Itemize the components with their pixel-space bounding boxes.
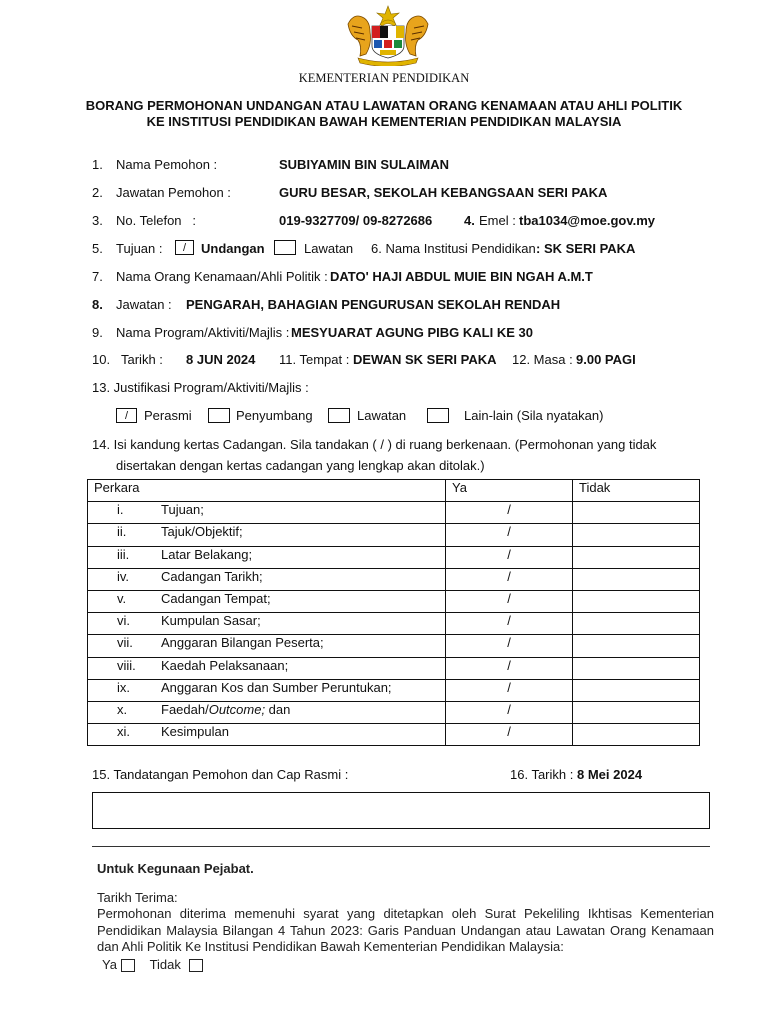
vip-position-value: PENGARAH, BAHAGIAN PENGURUSAN SEKOLAH RENDAH [186,297,561,312]
table-header-row [88,480,700,502]
justification-label: 13. Justifikasi Program/Aktiviti/Majlis : [92,380,309,395]
institution-value: : SK SERI PAKA [536,241,636,256]
row-ya-cell[interactable]: / [446,502,573,524]
crest-star-icon [377,6,399,26]
row-number: vi. [88,613,156,635]
table-row [88,568,700,590]
office-approval-text: Permohonan diterima memenuhi syarat yang ditetapkan oleh Surat Pekeliling Ikhtisas Kementerian Pendidikan Malaysia Bilangan 4 Tahun 2023: Garis Panduan Undangan atau Lawatan Orang Kenamaan dan Ahli Politik Ke Institusi Pendidikan Bawah Kementerian Pendidikan Malaysia: [97,906,714,954]
applicant-name-label: Nama Pemohon : [116,157,218,172]
signature-label: 15. Tandatangan Pemohon dan Cap Rasmi : [92,767,349,782]
applicant-position-value: GURU BESAR, SEKOLAH KEBANGSAAN SERI PAKA [279,185,608,200]
telephone-label: No. Telefon : [116,213,196,228]
left-tiger-icon [348,16,371,56]
application-date-label: 16. Tarikh : [510,767,574,782]
row-tidak-cell[interactable] [573,724,700,746]
row-tidak-cell[interactable] [573,635,700,657]
row-number: v. [88,590,156,612]
purpose-label: Tujuan : [116,241,163,256]
approval-no-checkbox[interactable] [189,959,203,972]
venue-value: DEWAN SK SERI PAKA [353,352,497,367]
justification-lain-lain-checkbox[interactable] [427,408,449,423]
row-ya-cell[interactable]: / [446,701,573,723]
office-use-title: Untuk Kegunaan Pejabat. [97,861,254,876]
date-label: Tarikh : [121,352,163,367]
field-7-number: 7. [92,269,103,284]
justification-perasmi-label: Perasmi [144,408,192,423]
header-ya: Ya [446,480,573,502]
motto-ribbon-icon [358,58,418,66]
row-tidak-cell[interactable] [573,546,700,568]
approval-yes-label: Ya [102,957,117,972]
table-row [88,546,700,568]
vip-position-label: Jawatan : [116,297,172,312]
telephone-value: 019-9327709/ 09-8272686 [279,213,433,228]
field-2-number: 2. [92,185,103,200]
program-name-value: MESYUARAT AGUNG PIBG KALI KE 30 [291,325,533,340]
table-row [88,635,700,657]
coat-of-arms-logo [340,4,436,66]
purpose-undangan-checkbox[interactable]: / [175,240,194,255]
purpose-lawatan-checkbox[interactable] [274,240,296,255]
approval-no-label: Tidak [149,957,181,972]
row-number: iv. [88,568,156,590]
row-ya-cell[interactable]: / [446,524,573,546]
vip-name-value: DATO' HAJI ABDUL MUIE BIN NGAH A.M.T [330,269,593,284]
contents-instruction-line2: disertakan dengan kertas cadangan yang lengkap akan ditolak.) [116,458,485,473]
row-item-italic-part: Outcome; [208,701,266,717]
form-title-line2: KE INSTITUSI PENDIDIKAN BAWAH KEMENTERIAN PENDIDIKAN MALAYSIA [146,114,622,129]
field-5-number: 5. [92,241,103,256]
row-number: viii. [88,657,156,679]
row-number: vii. [88,635,156,657]
row-tidak-cell[interactable] [573,679,700,701]
row-ya-cell[interactable]: / [446,568,573,590]
row-item: Tujuan; [155,502,446,524]
field-9-number: 9. [92,325,103,340]
row-number: xi. [88,724,156,746]
table-row [88,657,700,679]
table-row [88,590,700,612]
application-date-value: 8 Mei 2024 [577,767,643,782]
row-tidak-cell[interactable] [573,502,700,524]
field-10-number: 10. [92,352,111,367]
row-item-part: Faedah/ [161,701,209,717]
row-ya-cell[interactable]: / [446,635,573,657]
shield-icon [372,26,404,58]
row-tidak-cell[interactable] [573,701,700,723]
row-tidak-cell[interactable] [573,657,700,679]
program-name-label: Nama Program/Aktiviti/Majlis : [116,325,290,340]
row-ya-cell[interactable]: / [446,590,573,612]
form-title-line1: BORANG PERMOHONAN UNDANGAN ATAU LAWATAN ORANG KENAMAAN ATAU AHLI POLITIK [85,98,683,113]
row-item: Latar Belakang; [155,546,446,568]
row-ya-cell[interactable]: / [446,724,573,746]
divider-line [92,846,710,847]
field-8-number: 8. [92,297,103,312]
table-row [88,613,700,635]
approval-yes-option [102,957,203,972]
row-ya-cell[interactable]: / [446,613,573,635]
table-row [88,701,700,723]
justification-penyumbang-label: Penyumbang [236,408,313,423]
email-label: Emel : [479,213,516,228]
vip-name-label: Nama Orang Kenamaan/Ahli Politik : [116,269,328,284]
purpose-undangan-label: Undangan [201,241,265,256]
row-number: x. [88,701,156,723]
venue-label: 11. Tempat : [279,352,350,367]
field-1-number: 1. [92,157,103,172]
row-item: Tajuk/Objektif; [155,524,446,546]
table-row [88,524,700,546]
row-number: i. [88,502,156,524]
institution-label: 6. Nama Institusi Pendidikan [371,241,536,256]
row-item: Anggaran Bilangan Peserta; [155,635,446,657]
proposal-contents-table [87,479,700,746]
row-number: ix. [88,679,156,701]
row-tidak-cell[interactable] [573,613,700,635]
justification-lawatan-label: Lawatan [357,408,407,423]
table-row [88,679,700,701]
row-ya-cell[interactable]: / [446,679,573,701]
justification-lain-lain-label: Lain-lain (Sila nyatakan) [464,408,604,423]
ministry-name: KEMENTERIAN PENDIDIKAN [298,71,470,85]
justification-perasmi-checkbox[interactable]: / [116,408,137,423]
field-3-number: 3. [92,213,103,228]
purpose-lawatan-label: Lawatan [304,241,354,256]
row-item [155,701,446,723]
row-item: Kumpulan Sasar; [155,613,446,635]
row-tidak-cell[interactable] [573,524,700,546]
row-item: Kesimpulan [155,724,446,746]
row-item: Cadangan Tarikh; [155,568,446,590]
date-value: 8 JUN 2024 [186,352,256,367]
justification-penyumbang-checkbox[interactable] [208,408,230,423]
applicant-position-label: Jawatan Pemohon : [116,185,231,200]
row-number: iii. [88,546,156,568]
received-date-label: Tarikh Terima: [97,890,178,905]
table-row [88,502,700,524]
row-item-part: dan [265,701,291,717]
justification-lawatan-checkbox[interactable] [328,408,350,423]
row-number: ii. [88,524,156,546]
approval-yes-checkbox[interactable] [121,959,135,972]
signature-box[interactable] [92,792,710,829]
row-ya-cell[interactable]: / [446,657,573,679]
contents-instruction-line1: 14. Isi kandung kertas Cadangan. Sila tandakan ( / ) di ruang berkenaan. (Permohonan yang tidak [92,437,657,452]
row-tidak-cell[interactable] [573,590,700,612]
right-tiger-icon [406,16,429,56]
row-item: Anggaran Kos dan Sumber Peruntukan; [155,679,446,701]
field-4-number: 4. [464,213,475,228]
applicant-name-value: SUBIYAMIN BIN SULAIMAN [279,157,449,172]
row-ya-cell[interactable]: / [446,546,573,568]
time-value: 9.00 PAGI [576,352,636,367]
email-value: tba1034@moe.gov.my [519,213,655,228]
time-label: 12. Masa : [512,352,573,367]
table-row [88,724,700,746]
row-tidak-cell[interactable] [573,568,700,590]
header-tidak: Tidak [573,480,700,502]
header-perkara: Perkara [88,480,446,502]
row-item: Kaedah Pelaksanaan; [155,657,446,679]
row-item: Cadangan Tempat; [155,590,446,612]
